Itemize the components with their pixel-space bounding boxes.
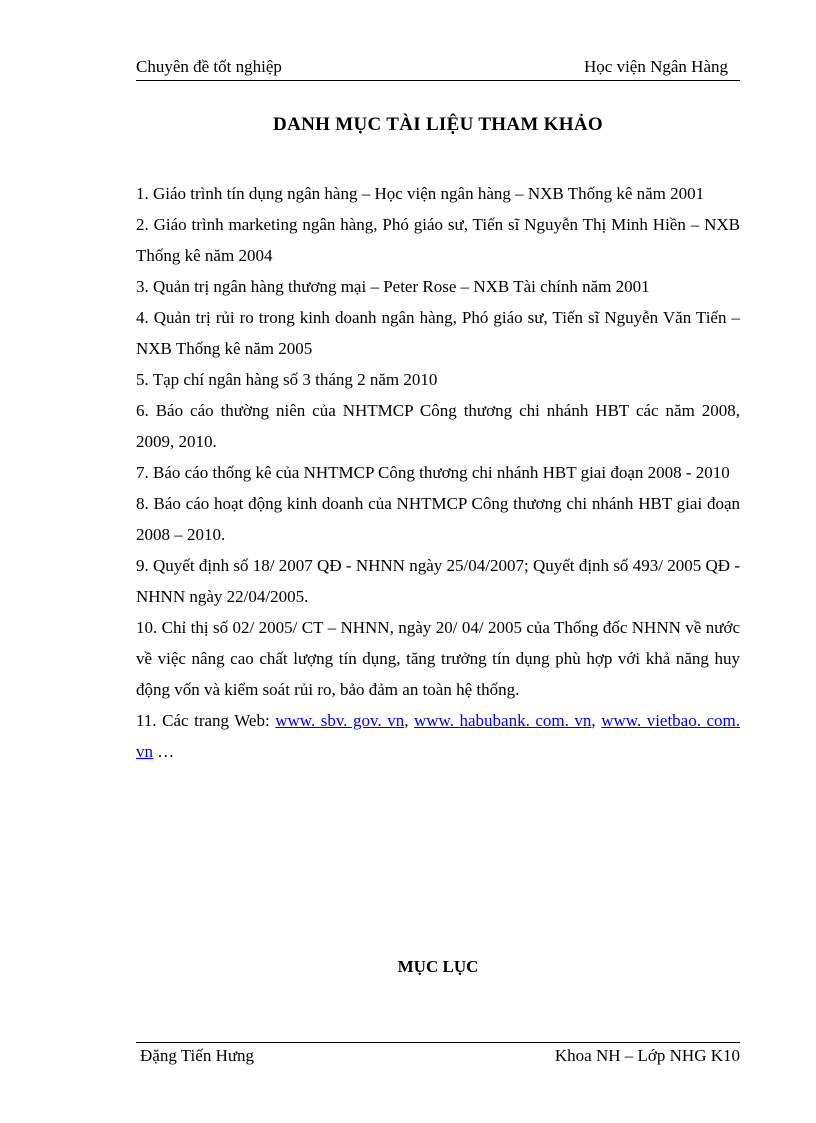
reference-item: 8. Báo cáo hoạt động kinh doanh của NHTMCP Công thương chi nhánh HBT giai đoạn 2008 – 2010. xyxy=(136,494,740,544)
footer-right: Khoa NH – Lớp NHG K10 xyxy=(554,1046,740,1065)
reference-item: 6. Báo cáo thường niên của NHTMCP Công thương chi nhánh HBT các năm 2008, 2009, 2010. xyxy=(136,401,740,451)
reference-item: 7. Báo cáo thống kê của NHTMCP Công thương chi nhánh HBT giai đoạn 2008 - 2010 xyxy=(136,463,730,482)
reference-list xyxy=(136,178,740,767)
header-left: Chuyên đề tốt nghiệp xyxy=(136,57,282,76)
header-right: Học viện Ngân Hàng xyxy=(584,57,728,76)
toc-title: MỤC LỤC xyxy=(397,957,479,976)
reference-item: 2. Giáo trình marketing ngân hàng, Phó giáo sư, Tiến sĩ Nguyễn Thị Minh Hiền – NXB Thống kê năm 2004 xyxy=(136,215,740,265)
reference-item-web xyxy=(136,705,740,767)
reference-item: 1. Giáo trình tín dụng ngân hàng – Học viện ngân hàng – NXB Thống kê năm 2001 xyxy=(136,184,705,203)
link-sbv[interactable]: www. sbv. gov. vn xyxy=(275,711,405,730)
web-ref-separator: , xyxy=(591,711,602,730)
reference-item: 5. Tạp chí ngân hàng số 3 tháng 2 năm 2010 xyxy=(136,370,438,389)
page-header xyxy=(136,56,740,81)
link-habubank[interactable]: www. habubank. com. vn xyxy=(413,711,592,730)
web-ref-separator: , xyxy=(404,711,414,730)
footer-left: Đặng Tiến Hưng xyxy=(140,1046,255,1065)
reference-item: 9. Quyết định số 18/ 2007 QĐ - NHNN ngày 25/04/2007; Quyết định số 493/ 2005 QĐ - NHNN ngày 22/04/2005. xyxy=(136,556,740,606)
page-title: DANH MỤC TÀI LIỆU THAM KHẢO xyxy=(273,114,603,135)
link-vietbao[interactable]: www. vietbao. com. vn xyxy=(136,711,741,761)
reference-item: 3. Quản trị ngân hàng thương mại – Peter Rose – NXB Tài chính năm 2001 xyxy=(136,277,650,296)
reference-item: 4. Quản trị rủi ro trong kinh doanh ngân hàng, Phó giáo sư, Tiến sĩ Nguyễn Văn Tiến – NXB Thống kê năm 2005 xyxy=(136,308,740,358)
web-ref-suffix: … xyxy=(153,742,175,761)
reference-item: 10. Chỉ thị số 02/ 2005/ CT – NHNN, ngày 20/ 04/ 2005 của Thống đốc NHNN về nước về việc nâng cao chất lượng tín dụng, tăng trưởng tín dụng phù hợp với khả năng huy động vốn và kiểm soát rủi ro, bảo đảm an toàn hệ thống. xyxy=(136,618,740,699)
page-footer xyxy=(136,1042,740,1067)
web-ref-prefix: 11. Các trang Web: xyxy=(136,711,276,730)
